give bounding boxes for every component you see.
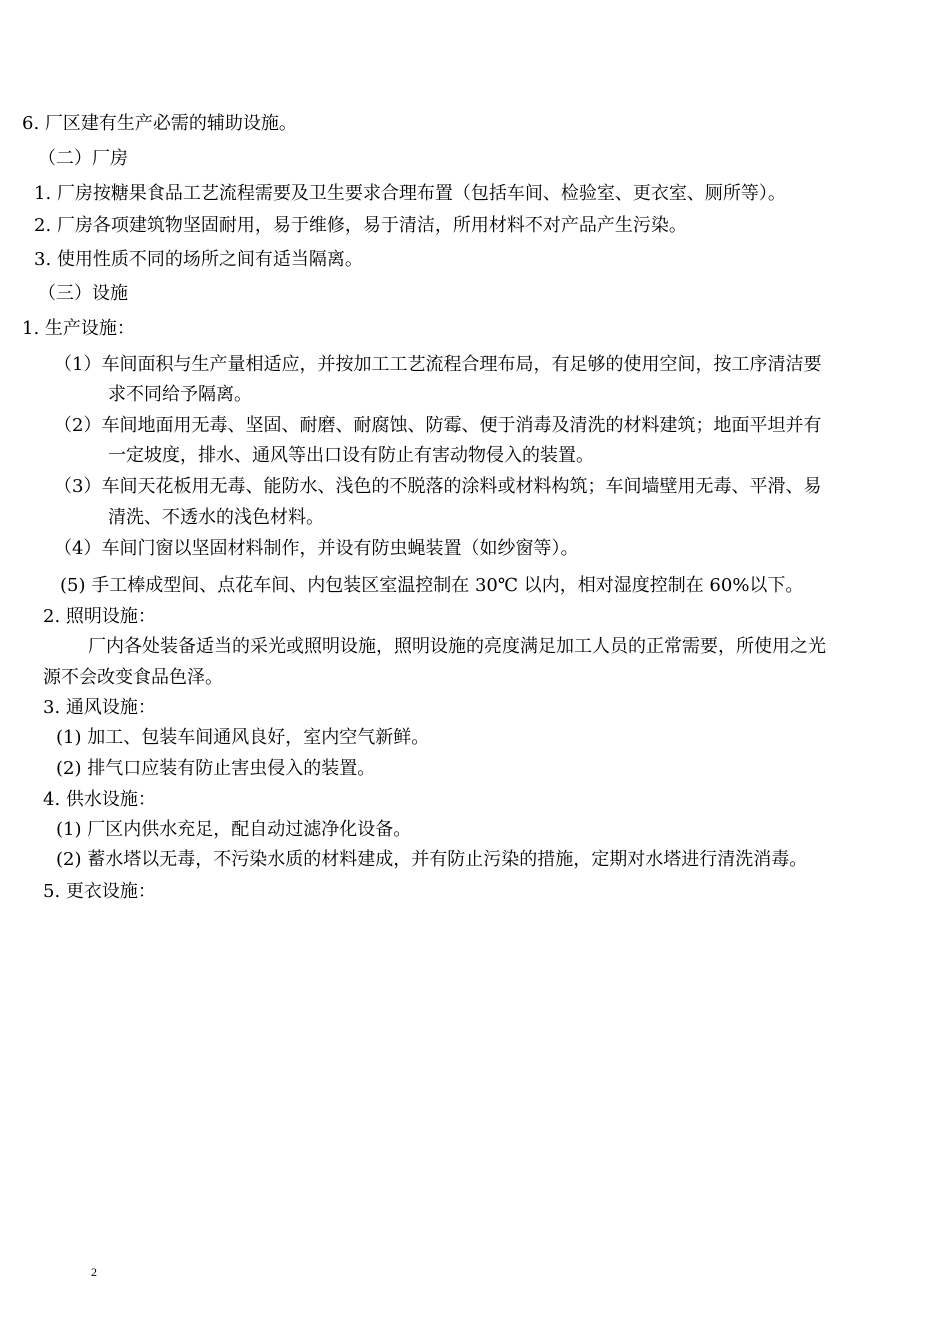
text-line: (1) 加工、包装车间通风良好，室内空气新鲜。: [56, 727, 430, 748]
text-line: （4）车间门窗以坚固材料制作，并设有防虫蝇装置（如纱窗等）。: [54, 538, 579, 559]
subsection-heading: 1. 生产设施：: [22, 318, 135, 339]
text-line: 源不会改变食品色泽。: [43, 667, 223, 688]
section-heading: （三）设施: [38, 283, 128, 304]
text-line: 1. 厂房按糖果食品工艺流程需要及卫生要求合理布置（包括车间、检验室、更衣室、厕所等）。: [34, 183, 786, 204]
subsection-heading: 2. 照明设施：: [43, 606, 156, 627]
text-line: (2) 排气口应装有防止害虫侵入的装置。: [56, 758, 376, 779]
text-line: 一定坡度，排水、通风等出口设有防止有害动物侵入的装置。: [108, 445, 594, 466]
text-line: 2. 厂房各项建筑物坚固耐用，易于维修，易于清洁，所用材料不对产品产生污染。: [34, 215, 687, 236]
text-line: (1) 厂区内供水充足，配自动过滤净化设备。: [56, 819, 412, 840]
text-line: （1）车间面积与生产量相适应，并按加工工艺流程合理布局，有足够的使用空间，按工序清洁要: [54, 354, 822, 375]
subsection-heading: 5. 更衣设施：: [43, 881, 156, 902]
text-line: 清洗、不透水的浅色材料。: [108, 507, 324, 528]
subsection-heading: 3. 通风设施：: [43, 697, 156, 718]
text-line: （3）车间天花板用无毒、能防水、浅色的不脱落的涂料或材料构筑；车间墙壁用无毒、平滑、易: [54, 476, 822, 497]
text-line: 3. 使用性质不同的场所之间有适当隔离。: [34, 249, 363, 270]
section-heading: （二）厂房: [38, 148, 128, 169]
text-line: （2）车间地面用无毒、坚固、耐磨、耐腐蚀、防霉、便于消毒及清洗的材料建筑；地面平坦并有: [54, 415, 822, 436]
text-line: 厂内各处装备适当的采光或照明设施，照明设施的亮度满足加工人员的正常需要，所使用之光: [88, 636, 826, 657]
subsection-heading: 4. 供水设施：: [43, 789, 156, 810]
text-line: 求不同给予隔离。: [108, 384, 252, 405]
text-line: (2) 蓄水塔以无毒，不污染水质的材料建成，并有防止污染的措施，定期对水塔进行清洗消毒。: [56, 849, 808, 870]
text-line: 6. 厂区建有生产必需的辅助设施。: [22, 113, 297, 134]
page-number: 2: [91, 1265, 97, 1279]
text-line: (5) 手工棒成型间、点花车间、内包装区室温控制在 30℃ 以内，相对湿度控制在 60%以下。: [60, 575, 804, 596]
